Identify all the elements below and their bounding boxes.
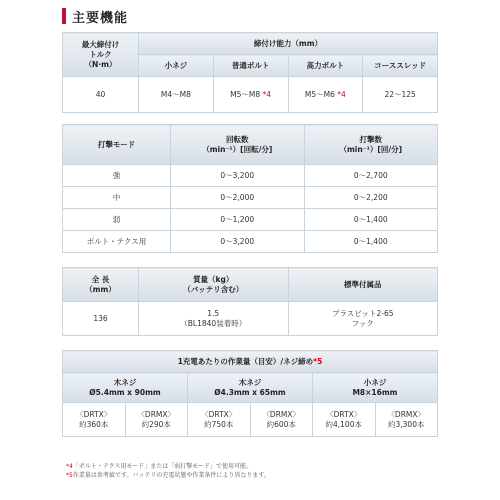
mode-ipm: 0〜2,200 [304, 187, 438, 209]
length-header: 全 長 （mm） [63, 268, 139, 302]
col-high-tension-bolt: 高力ボルト [288, 55, 363, 77]
work-table [62, 350, 438, 437]
work-model: 〈DRTX〉 [76, 409, 112, 419]
work-amount: 約3,300本 [388, 419, 425, 429]
footnotes [66, 462, 270, 480]
small-screw-value: M4〜M8 [139, 77, 214, 113]
work-title-text: 1充電あたりの作業量（目安）/ネジ締め [177, 356, 314, 366]
work-cell [63, 403, 126, 437]
footnote [66, 462, 270, 471]
work-cell [188, 403, 251, 437]
work-amount: 約290本 [141, 419, 171, 429]
group-wood-screw-large: 木ネジ Ø5.4mm x 90mm [63, 373, 188, 403]
coarse-thread-value: 22〜125 [363, 77, 438, 113]
work-model: 〈DRTX〉 [326, 409, 362, 419]
length-value: 136 [63, 302, 139, 336]
mass-value: 1.5 （BL1840装着時） [139, 302, 289, 336]
normal-bolt-text: M5〜M8 [230, 89, 261, 99]
mode-rpm: 0〜3,200 [171, 165, 305, 187]
title-accent-bar [62, 8, 66, 24]
work-amount: 約600本 [266, 419, 296, 429]
high-tension-text: M5〜M6 [304, 89, 335, 99]
work-model: 〈DRMX〉 [262, 409, 301, 419]
footnote-mark: *5 [66, 472, 73, 479]
spec-table [62, 267, 438, 336]
group-wood-screw-small: 木ネジ Ø4.3mm x 65mm [188, 373, 313, 403]
work-cell [125, 403, 188, 437]
section-title [62, 6, 128, 26]
work-table-title [63, 351, 438, 373]
capacity-group-header: 締付け能力（mm） [139, 33, 438, 55]
rpm-header: 回転数 （min⁻¹）[回転/分] [171, 125, 305, 165]
work-cell [375, 403, 438, 437]
max-torque-header: 最大締付け トルク （N·m） [63, 33, 139, 77]
accessories-value: プラスビット2-65 フック [288, 302, 438, 336]
work-amount: 約360本 [79, 419, 109, 429]
mode-name: 弱 [63, 209, 171, 231]
high-tension-bolt-value [288, 77, 363, 113]
col-normal-bolt: 普通ボルト [213, 55, 288, 77]
work-cell [250, 403, 313, 437]
mode-header: 打撃モード [63, 125, 171, 165]
torque-table [62, 32, 438, 113]
work-cell [313, 403, 376, 437]
work-model: 〈DRTX〉 [201, 409, 237, 419]
footnote-mark: *4 [66, 463, 73, 470]
work-title-note: *5 [313, 356, 323, 366]
accessories-header: 標準付属品 [288, 268, 438, 302]
section-title-text: 主要機能 [72, 10, 129, 26]
mode-rpm: 0〜3,200 [171, 231, 305, 253]
mode-table [62, 124, 438, 253]
mode-name: ボルト・テクス用 [63, 231, 171, 253]
footnote-text: 「ボルト・テクス用モード」または「弱打撃モード」で使用可能。 [72, 463, 253, 470]
mode-name: 強 [63, 165, 171, 187]
mode-ipm: 0〜1,400 [304, 231, 438, 253]
mode-ipm: 0〜1,400 [304, 209, 438, 231]
mass-header: 質量（kg） （バッテリ含む） [139, 268, 289, 302]
note-mark: *4 [337, 89, 346, 99]
footnote [66, 471, 270, 480]
note-mark: *4 [262, 89, 272, 99]
torque-value: 40 [63, 77, 139, 113]
work-model: 〈DRMX〉 [387, 409, 426, 419]
normal-bolt-value [213, 77, 288, 113]
ipm-header: 打撃数 （min⁻¹）[回/分] [304, 125, 438, 165]
work-amount: 約4,100本 [325, 419, 362, 429]
work-model: 〈DRMX〉 [137, 409, 176, 419]
group-machine-screw: 小ネジ M8×16mm [313, 373, 438, 403]
mode-rpm: 0〜2,000 [171, 187, 305, 209]
mode-ipm: 0〜2,700 [304, 165, 438, 187]
mode-name: 中 [63, 187, 171, 209]
mode-rpm: 0〜1,200 [171, 209, 305, 231]
work-amount: 約750本 [204, 419, 234, 429]
col-small-screw: 小ネジ [139, 55, 214, 77]
footnote-text: 作業量は参考値です。バッテリの充電状態や作業条件により異なります。 [72, 472, 270, 479]
col-coarse-thread: コーススレッド [363, 55, 438, 77]
